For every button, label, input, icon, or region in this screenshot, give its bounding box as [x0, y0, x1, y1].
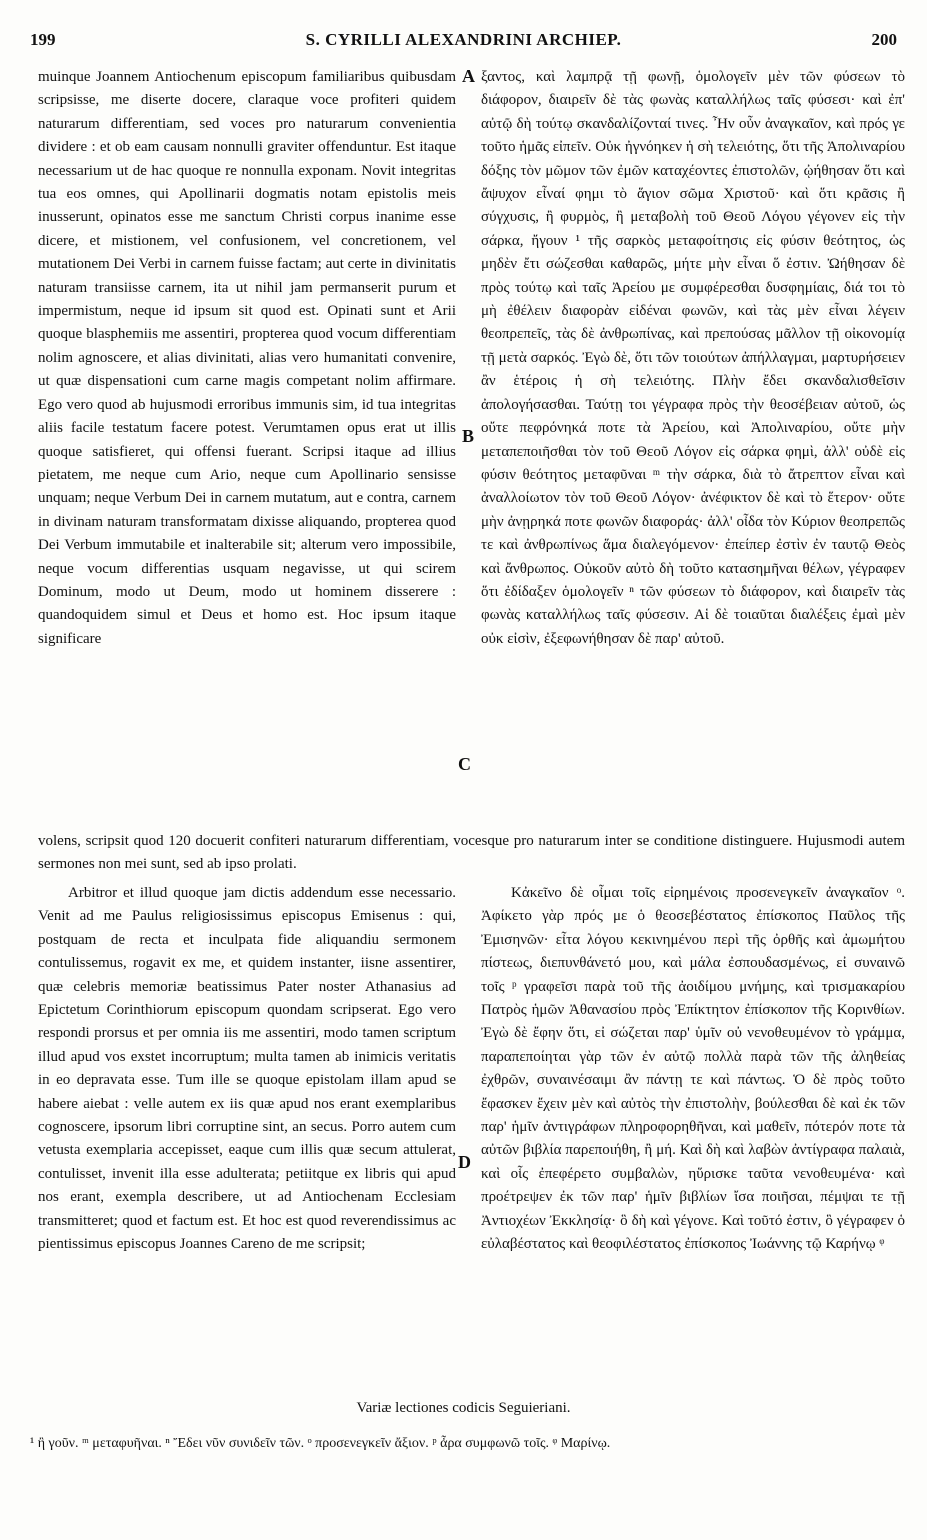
footnotes: ¹ ἢ γοῦν. ᵐ μεταφυῆναι. ⁿ Ἔδει νῦν συνιδεῖν τῶν. ᵒ προσενεγκεῖν ἄξιον. ᵖ ἆρα συμφωνῶ τοῖς. ᵠ Μαρίνῳ.	[30, 1436, 611, 1451]
margin-marker-a: A	[462, 66, 475, 86]
full-width-line	[38, 830, 905, 877]
latin-paragraph: muinque Joannem Antiochenum episcopum familiaribus quibusdam scripsisse, me diserte docere, claraque voce profiteri quidem naturarum differentiam, sed voces pro naturarum convenientia dividere : et ob eam causam nonnulli graviter offenduntur. Est itaque necessarium ut de hac quoque re nonnulla exponam. Novit integritas tua eos omnes, qui Apollinarii dogmatis notam epistolis meis inusserunt, opinatos esse me sanctum Christi corpus inanime esse dicere, et mistionem, vel confusionem, vel concretionem, vel mutationem Dei Verbi in carnem fuisse factam; aut certe in divinitatis naturam transiisse carnem, ita ut nihil jam permanserit purum et impermistum, neque id ipsum sit quod est. Opinati sunt et Arii quoque blasphemiis me assentiri, propterea quod vocum differentiam nolim agnoscere, et alias divinitati, alias vero humanitati convenire, ut quæ dispensationi cum carne magis competant nolim affirmare. Ego vero quod ab hujusmodi erroribus immunis sim, id tua integritas aliis facile testatum facere potest. Verumtamen opus erat ut illis quoque satisfieret, qui offensi fuerant. Scripsi itaque ad illius pietatem, me neque cum Ario, neque cum Apollinario sensisse unquam; neque Verbum Dei in carnem mutatum, aut e contra, carnem in divinam naturam transformatam dixisse aliquando, propterea quod Dei Verbum immutabile et inalterabile sit; alterum vero impossibile, neque vocum differentias usquam negavisse, ut qui scirem Dominum, modo ut Deum, modo ut hominem disserere : quandoquidem simul et Deus et homo est. Hoc ipsum itaque significare	[38, 69, 456, 647]
margin-marker-c: C	[458, 754, 471, 774]
page-number-left: 199	[30, 30, 56, 49]
latin-column-top	[38, 66, 456, 651]
page-number-right: 200	[871, 30, 897, 49]
full-width-paragraph: volens, scripsit quod 120 docuerit confiteri naturarum differentiam, vocesque pro naturarum inter se conditione distinguere. Hujusmodi autem sermones non mei sunt, sed ab ipso prolati.	[38, 833, 905, 873]
variae-lectiones-heading: Variæ lectiones codicis Seguieriani.	[356, 1400, 571, 1416]
latin-paragraph-bottom: Arbitror et illud quoque jam dictis addendum esse necessario. Venit ad me Paulus religiosissimus episcopus Emisenus : qui, postquam de recta et inculpata fide aliquandiu sermonem contulissemus, rogavit ex me, et quidem instanter, iisne assentirer, quæ celebris memoriæ beatissimus Pater noster Athanasius ad Epictetum Corinthiorum episcopum quondam scripserat. Ego vero respondi prorsus et per omnia iis me assentiri, modo tamen scriptum illud apud vos exstet incorruptum; multa tamen ab inimicis veritatis in eo depravata esse. Tum ille se quoque epistolam illam apud se habere aiebat : velle autem ex iis quæ apud nos erant exemplaribus cognoscere, ipsorum libri corruptine sint, an secus. Porro autem cum vetusta exemplaria accepisset, eaque cum illis quæ secum attulerat, contulisset, invenit illa esse adulterata; petiitque ex libris qui apud nos erant, exempla describere, ut ad Antiochenam Ecclesiam transmitteret; quod et factum est. Et hoc est quod reverendissimus ac pientissimus episcopus Joannes Careno de me scripsit;	[38, 885, 456, 1253]
greek-paragraph: ξαντος, καὶ λαμπρᾷ τῇ φωνῇ, ὁμολογεῖν μὲν τῶν φύσεων τὸ διάφορον, διαιρεῖν δὲ τὰς φωνὰς καταλλήλως ταῖς φύσεσι· καὶ ἐπ' αὐτῷ δὴ τούτῳ σκανδαλίζονταί τινες. Ἦν οὖν ἀναγκαῖον, καὶ πρός γε τοῦτο ἡμᾶς εἰπεῖν. Οὐκ ἠγνόηκεν ἡ σὴ τελειότης, ὅτι τῆς Ἀπολιναρίου δόξης τὸν μῶμον τῶν ἐμῶν καταχέοντες ἐπιστολῶν, ᾠήθησαν ὅτι καὶ ἄψυχον εἶναί φημι τὸ ἅγιον σῶμα Χριστοῦ· καὶ ὅτι κρᾶσις ἢ σύγχυσις, ἢ φυρμὸς, ἢ μεταβολὴ τοῦ Θεοῦ Λόγου γέγονεν εἰς τὴν σάρκα, ἤγουν ¹ τῆς σαρκὸς μεταφοίτησις εἰς φύσιν θεότητος, ὡς μηδὲν ἔτι σώζεσθαι καθαρῶς, μήτε μὴν εἶναι ὅ ἐστιν. Ὠήθησαν δὲ πρὸς τούτῳ καὶ ταῖς Ἀρείου με συμφέρεσθαι δυσφημίαις, διά τοι τὸ μὴ ἐθέλειν διαφορὰν εἰδέναι φωνῶν, καὶ τὰς μὲν εἶναι λέγειν θεοπρεπεῖς, τὰς δὲ ἀνθρωπίνας, καὶ πρεπούσας μᾶλλον τῇ οἰκονομίᾳ τῇ μετὰ σαρκός. Ἐγὼ δὲ, ὅτι τῶν τοιούτων ἀπήλλαγμαι, μαρτυρήσειεν ἂν ἑτέροις ἡ σὴ τελειότης. Πλὴν ἔδει σκανδαλισθεῖσιν ἀπολογήσασθαι. Ταύτῃ τοι γέγραφα πρὸς τὴν θεοσέβειαν αὐτοῦ, ὡς οὔτε πεφρόνηκά ποτε τὰ Ἀρείου, καὶ Ἀπολιναρίου, οὔτε μὴν μεταπεποιῆσθαι τὸν τοῦ Θεοῦ Λόγον εἰς σάρκα φημὶ, ἀλλ' οὐδὲ εἰς φύσιν θεότητος μεταφῦναι ᵐ τὴν σάρκα, διὰ τὸ ἄτρεπτον εἶναι καὶ ἀναλλοίωτον τὸν τοῦ Θεοῦ Λόγον· ἀνέφικτον δὲ καὶ τὸ ἕτερον· οὔτε μὴν ἀνῃρηκά ποτε φωνῶν διαφοράς· ἀλλ' οἶδα τὸν Κύριον θεοπρεπῶς τε καὶ ἀνθρωπίνως ἅμα διαλεγόμενον· ἐπείπερ ἐστὶν ἐν ταυτῷ Θεὸς καὶ ἄνθρωπος. Οὐκοῦν αὐτὸ δὴ τοῦτο κατασημῆναι θέλων, γέγραφεν ὅτι ἐδίδαξεν ὁμολογεῖν ⁿ τῶν φύσεων τὸ διάφορον, καὶ διαιρεῖν τὰς φωνὰς καταλλήλως ταῖς φύσεσιν. Αἱ δὲ τοιαῦται διαλέξεις ἐμαὶ μὲν οὐκ εἰσὶν, ἐξεφωνήθησαν δὲ παρ' αὐτοῦ.	[481, 69, 905, 647]
margin-marker-d: D	[458, 1152, 471, 1172]
page-header	[30, 30, 897, 60]
margin-marker-b: B	[462, 426, 475, 446]
running-title: S. CYRILLI ALEXANDRINI ARCHIEP.	[305, 30, 622, 49]
greek-column-bottom	[481, 882, 905, 1257]
greek-paragraph-bottom: Κἀκεῖνο δὲ οἶμαι τοῖς εἰρημένοις προσενεγκεῖν ἀναγκαῖον ᵒ. Ἀφίκετο γὰρ πρός με ὁ θεοσεβέστατος ἐπίσκοπος Παῦλος τῆς Ἐμισηνῶν· εἶτα λόγου κεκινημένου περὶ τῆς ὀρθῆς καὶ ἀμωμήτου πίστεως, διεπυνθάνετό μου, καὶ μάλα ἐσπουδασμένως, εἰ συναινῶ τοῖς ᵖ γραφεῖσι παρὰ τοῦ τῆς ἀοιδίμου μνήμης, καὶ τρισμακαρίου Πατρὸς ἡμῶν Ἀθανασίου πρὸς Ἐπίκτητον ἐπίσκοπον τῆς Κορινθίων. Ἐγὼ δὲ ἔφην ὅτι, εἰ σώζεται παρ' ὑμῖν οὐ νενοθευμένον τὸ γράμμα, παραπεποίηται γὰρ τῶν ἐν αὐτῷ πολλὰ παρὰ τῶν τῆς ἀληθείας ἐχθρῶν, συναινέσαιμι ἂν πάντῃ τε καὶ πάντως. Ὁ δὲ πρὸς τοῦτο ἔφασκεν ἔχειν μὲν καὶ αὐτὸς τὴν ἐπιστολὴν, βούλεσθαι δὲ καὶ ἐκ τῶν παρ' ἡμῖν ἀντιγράφων πληροφορηθῆναι, καὶ μαθεῖν, πότερόν ποτε τὰ αὐτῶν βιβλία παρεποιήθη, ἢ μή. Καὶ δὴ καὶ λαβὼν ἀντίγραφα παλαιὰ, καὶ οἷς ἐπεφέρετο συμβαλὼν, ηὕρισκε ταῦτα νενοθευμένα· καὶ προέτρεψεν ἐκ τῶν παρ' ἡμῖν βιβλίων ἴσα ποιῆσαι, πέμψαι τε τῇ Ἀντιοχέων Ἐκκλησίᾳ· ὃ δὴ καὶ γέγονε. Καὶ τοῦτό ἐστιν, ὃ γέγραφεν ὁ εὐλαβέστατος καὶ θεοφιλέστατος ἐπίσκοπος Ἰωάννης τῷ Καρήνῳ ᵠ	[481, 885, 905, 1253]
latin-column-bottom	[38, 882, 456, 1257]
greek-column-top	[481, 66, 905, 651]
